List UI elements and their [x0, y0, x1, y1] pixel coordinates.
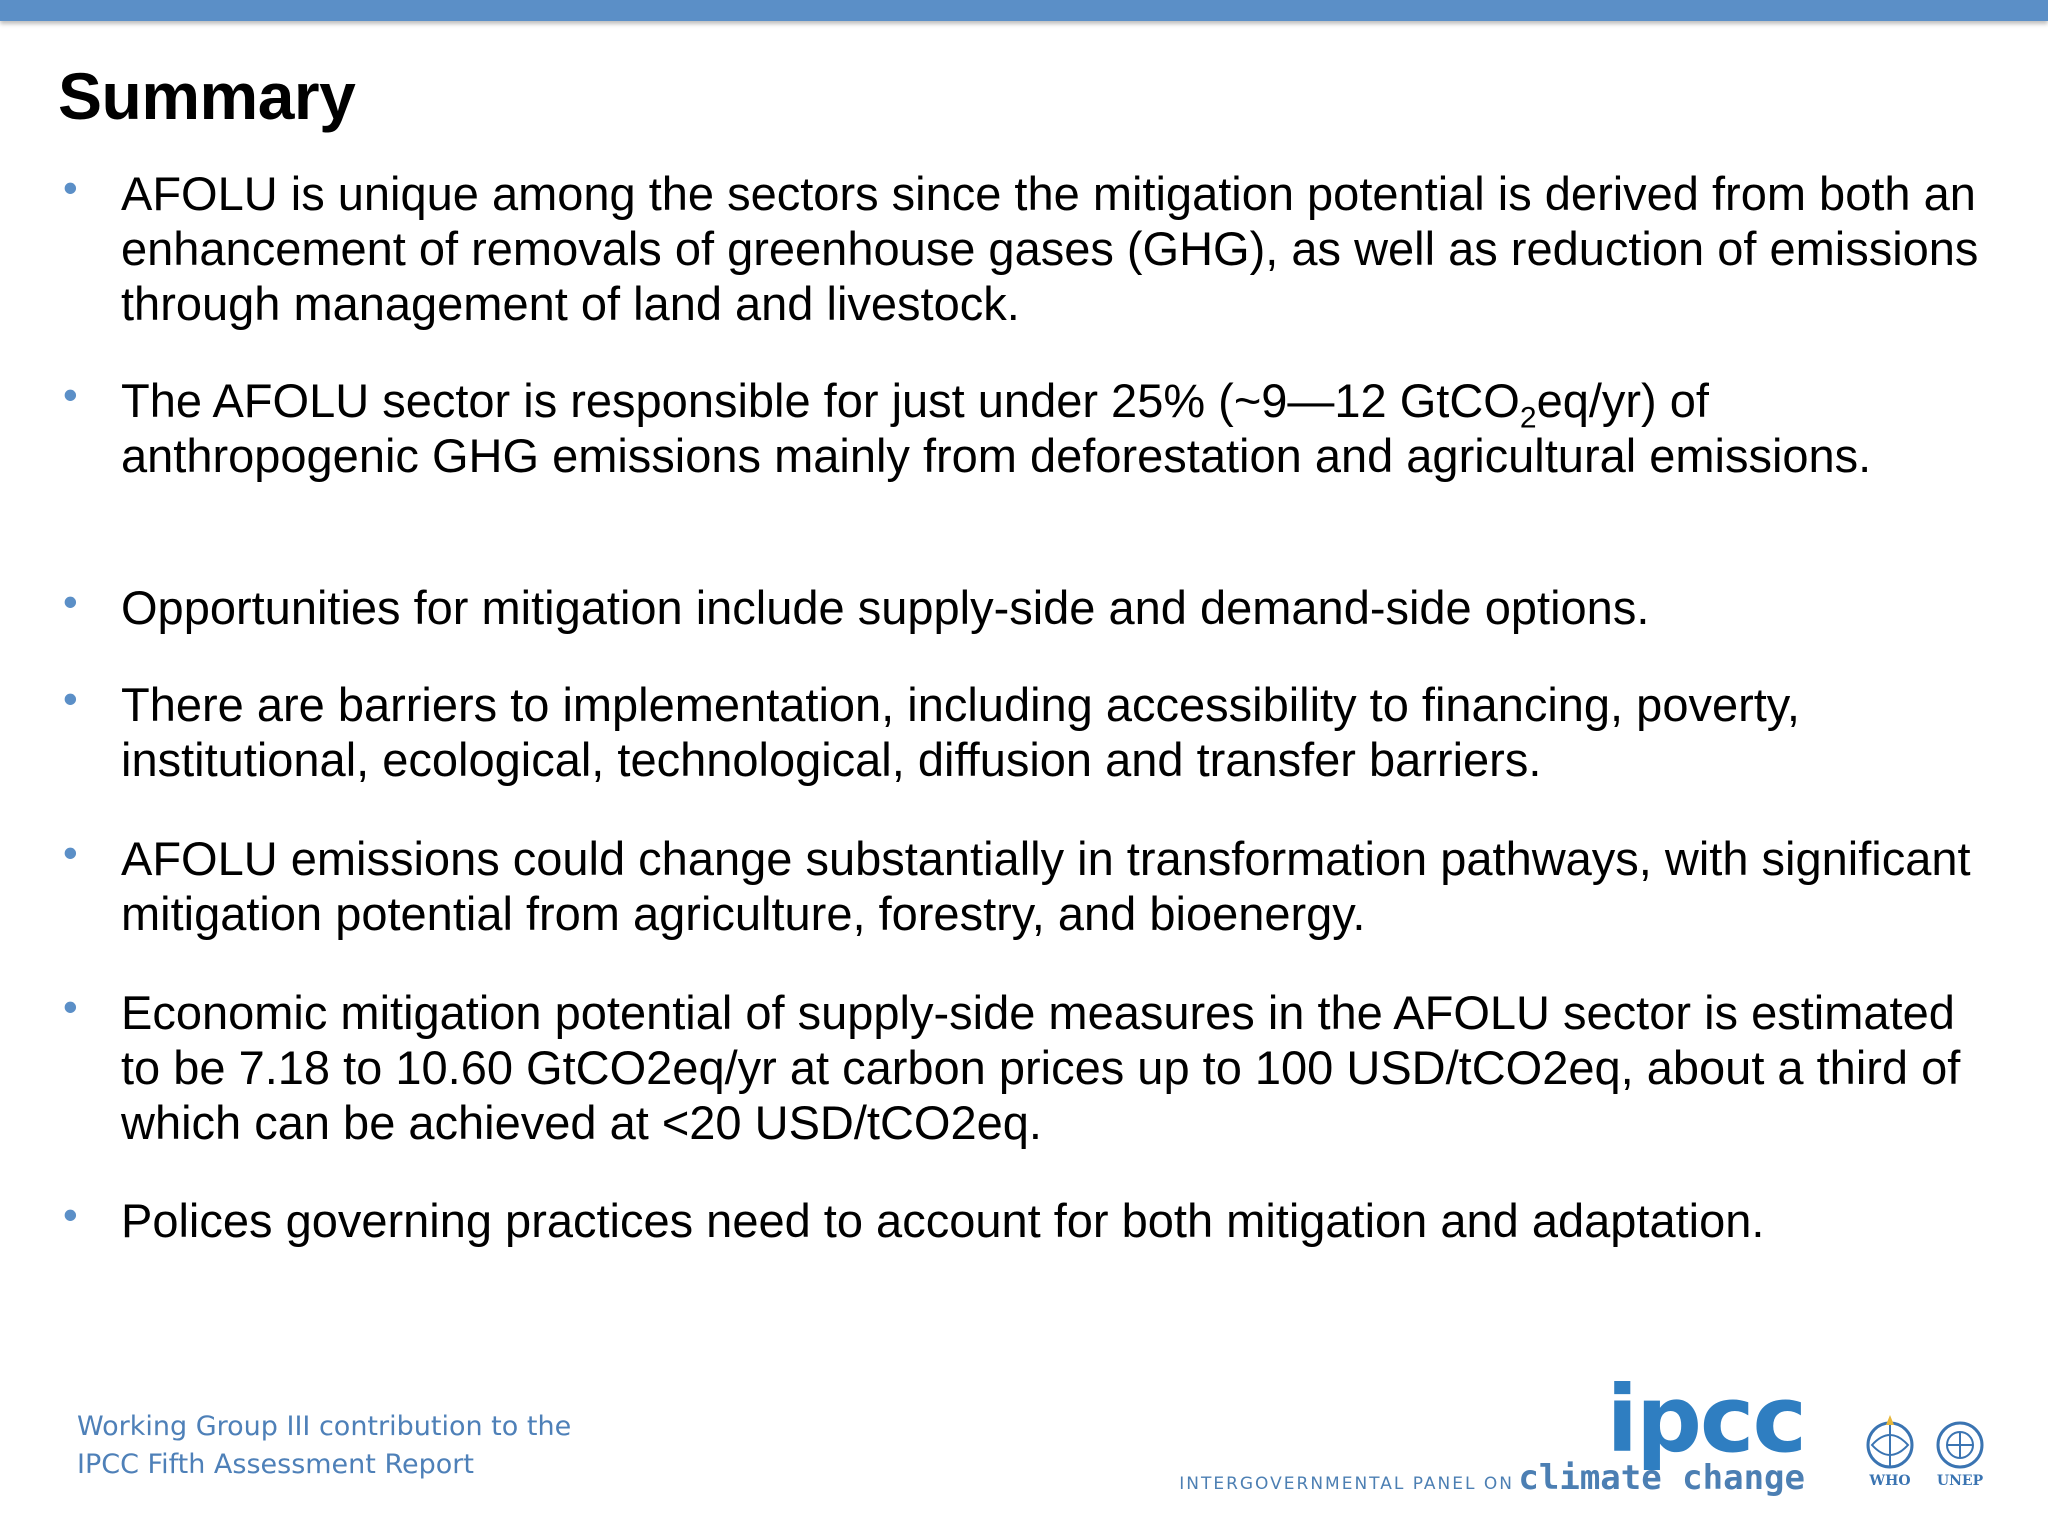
- bullet-text-before: The AFOLU sector is responsible for just under 25% (~9—12 GtCO: [121, 374, 1520, 427]
- bullet-item: [63, 983, 2001, 1150]
- subscript-text: 2: [1519, 401, 1537, 435]
- bullet-item: [63, 675, 2001, 787]
- unep-emblem-icon: [1930, 1415, 1990, 1473]
- bullet-marker: •: [63, 829, 78, 876]
- bullet-text: Opportunities for mitigation include supply-side and demand-side options.: [121, 581, 1650, 634]
- ipcc-logo-word: ipcc: [1606, 1366, 1805, 1473]
- bullet-text: Economic mitigation potential of supply-side measures in the AFOLU sector is estimated to be 7.18 to 10.60 GtCO2eq/yr at carbon prices up to 100 USD/tCO2eq, about a third of which can be achieved at <20 USD/tCO2eq.: [121, 986, 1961, 1149]
- bullet-text-after: eq/yr) of anthropogenic GHG emissions mainly from deforestation and agricultural emissions.: [121, 374, 1872, 482]
- bullet-text: Polices governing practices need to account for both mitigation and adaptation.: [121, 1194, 1765, 1247]
- bullet-marker: •: [63, 1191, 78, 1238]
- footer-credit-line: IPCC Fifth Assessment Report: [77, 1449, 474, 1480]
- bullet-item: [63, 1191, 2001, 1248]
- ipcc-tagline-small: INTERGOVERNMENTAL PANEL ON: [1179, 1474, 1514, 1494]
- bullet-marker: •: [63, 675, 78, 722]
- wmo-emblem-icon: [1860, 1415, 1920, 1473]
- bullet-marker: •: [63, 983, 78, 1030]
- ipcc-logo-tagline: [1179, 1458, 1805, 1498]
- footer-credit-line: Working Group III contribution to the: [77, 1411, 572, 1442]
- footer-credit: [77, 1408, 571, 1484]
- bullet-item: [63, 829, 2001, 941]
- wmo-label: WHO: [1869, 1473, 1911, 1489]
- wmo-logo: [1855, 1415, 1925, 1489]
- bullet-marker: •: [63, 164, 78, 211]
- bullet-text: AFOLU emissions could change substantially in transformation pathways, with significant mitigation potential from agriculture, forestry, and bioenergy.: [121, 832, 1971, 940]
- bullet-text: There are barriers to implementation, including accessibility to financing, poverty, institutional, ecological, technological, diffusion and transfer barriers.: [121, 678, 1800, 786]
- bullet-item: [63, 164, 2001, 331]
- unep-label: UNEP: [1936, 1473, 1984, 1489]
- ipcc-logo: [1179, 1366, 1815, 1500]
- slide-title: Summary: [58, 59, 356, 133]
- bullet-text: AFOLU is unique among the sectors since the mitigation potential is derived from both an enhancement of removals of greenhouse gases (GHG), as well as reduction of emissions through management of land and livestock.: [121, 167, 1979, 330]
- bullet-item: [63, 578, 2001, 635]
- bullet-marker: •: [63, 371, 78, 418]
- unep-logo: [1925, 1415, 1995, 1489]
- bullet-item: [63, 371, 2001, 483]
- ipcc-tagline-big: climate change: [1518, 1458, 1805, 1498]
- bullet-marker: •: [63, 578, 78, 625]
